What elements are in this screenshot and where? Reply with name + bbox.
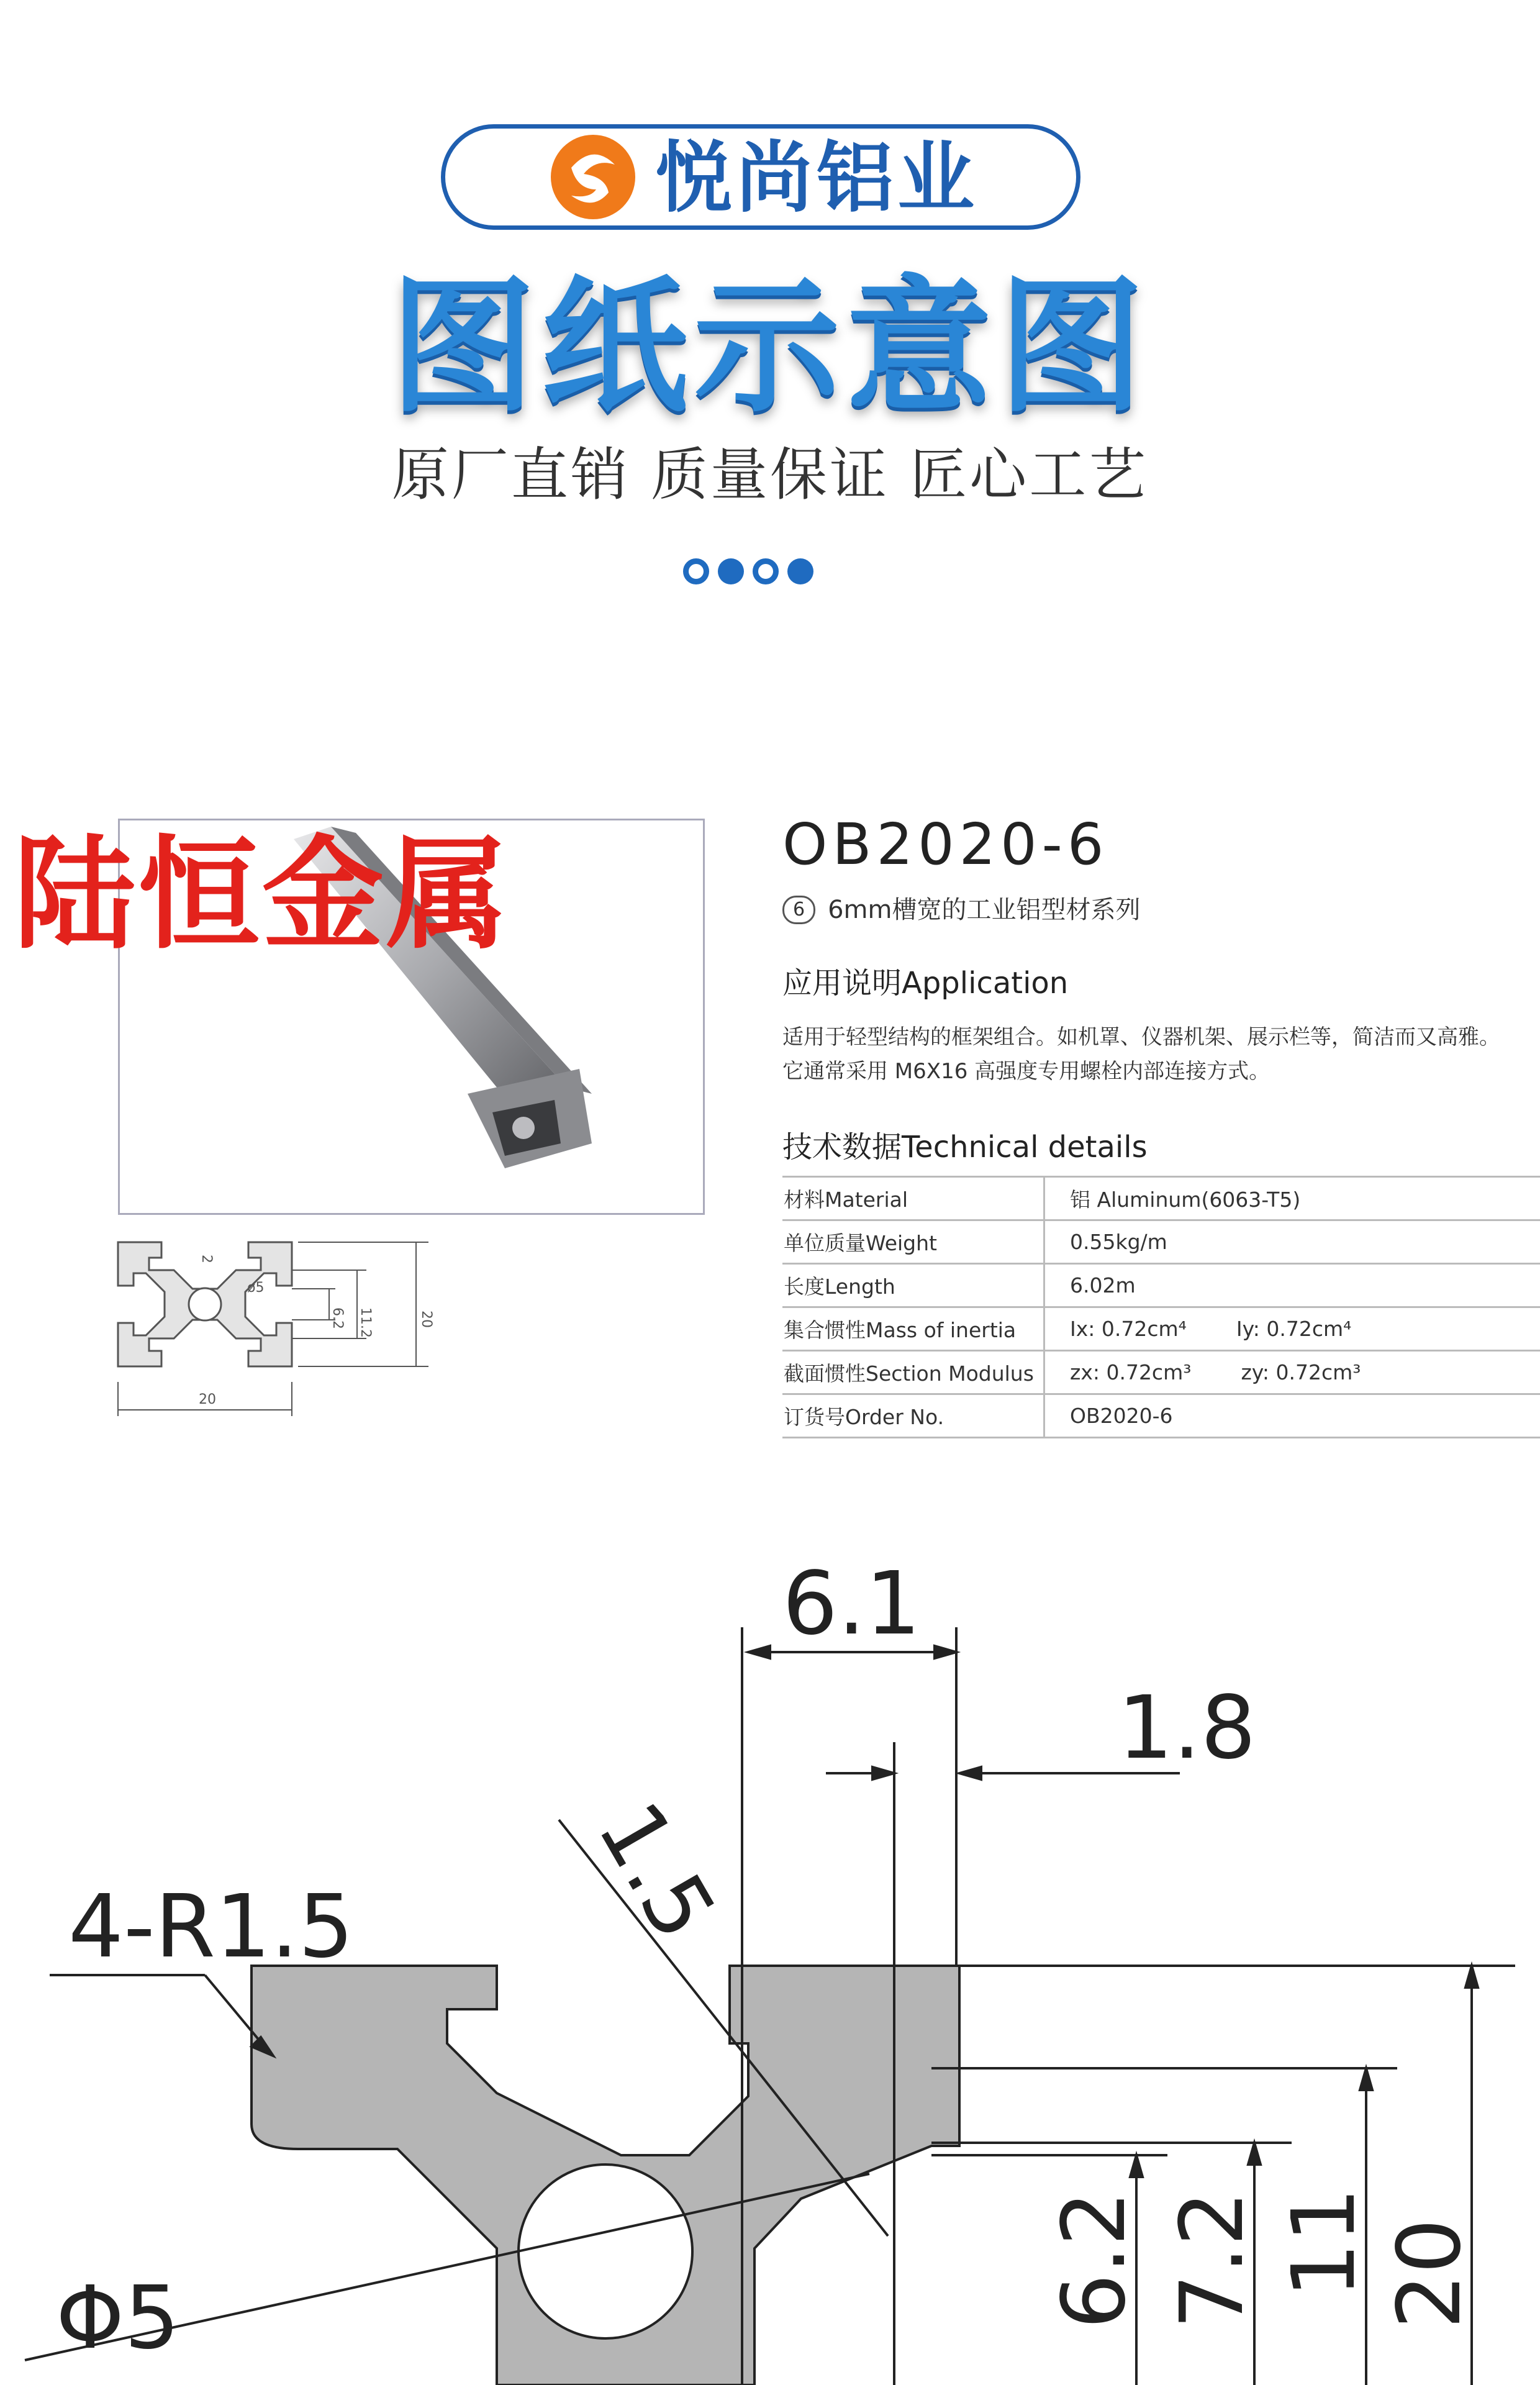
table-row xyxy=(782,1220,1540,1264)
dim-d3: 11 xyxy=(1274,2187,1375,2298)
spec-value-b: zy: 0.72cm³ xyxy=(1241,1360,1361,1384)
dot xyxy=(753,558,779,584)
dot xyxy=(787,558,813,584)
page-title: 图纸示意图 xyxy=(389,263,1151,432)
dim-width: 20 xyxy=(199,1392,216,1407)
swirl-logo-icon xyxy=(546,130,640,224)
spec-value-a: zx: 0.72cm³ xyxy=(1070,1360,1192,1384)
cross-section-drawing-large xyxy=(0,1528,1540,2385)
application-text: 适用于轻型结构的框架组合。如机罩、仪器机架、展示栏等，简洁而又高雅。 xyxy=(782,1025,1500,1050)
application-text: 它通常采用 M6X16 高强度专用螺栓内部连接方式。 xyxy=(782,1059,1270,1084)
dim-bore: ø5 xyxy=(247,1280,265,1296)
spec-key: 截面惯性Section Modulus xyxy=(782,1351,1044,1394)
spec-value: OB2020-6 xyxy=(1044,1394,1540,1438)
dot xyxy=(683,558,709,584)
spec-key: 长度Length xyxy=(782,1264,1044,1307)
watermark: 陆恒金属 xyxy=(14,823,511,966)
spec-value-a: Ix: 0.72cm⁴ xyxy=(1070,1317,1187,1341)
dim-d2: 11.2 xyxy=(358,1307,373,1338)
dim-bore: Φ5 xyxy=(56,2268,180,2369)
spec-table xyxy=(782,1176,1540,1438)
series-line xyxy=(782,891,1140,929)
dim-radius: 4-R1.5 xyxy=(68,1876,354,1978)
spec-value: 6.02m xyxy=(1044,1264,1540,1307)
spec-value xyxy=(1044,1351,1540,1394)
dim-d1: 6.2 xyxy=(1044,2191,1145,2329)
spec-key: 材料Material xyxy=(782,1177,1044,1220)
dim-d2: 7.2 xyxy=(1162,2191,1263,2329)
series-text: 6mm槽宽的工业铝型材系列 xyxy=(828,896,1141,924)
spec-key: 集合惯性Mass of inertia xyxy=(782,1307,1044,1351)
slogan: 原厂直销 质量保证 匠心工艺 xyxy=(391,442,1149,508)
spec-value xyxy=(1044,1307,1540,1351)
dim-top: 6.1 xyxy=(782,1553,921,1655)
dot xyxy=(718,558,744,584)
series-badge: 6 xyxy=(782,896,815,924)
application-heading: 应用说明Application xyxy=(782,966,1069,1001)
dim-slot: 2 xyxy=(199,1255,214,1263)
spec-value-b: Iy: 0.72cm⁴ xyxy=(1236,1317,1352,1341)
spec-key: 单位质量Weight xyxy=(782,1220,1044,1264)
technical-heading: 技术数据Technical details xyxy=(782,1130,1148,1165)
decorative-dots xyxy=(683,556,857,587)
dim-lip: 1.8 xyxy=(1118,1678,1256,1779)
table-row xyxy=(782,1351,1540,1394)
table-row xyxy=(782,1307,1540,1351)
dim-height: 20 xyxy=(419,1311,434,1328)
brand-name: 悦尚铝业 xyxy=(655,134,979,223)
table-row xyxy=(782,1264,1540,1307)
dim-d4: 20 xyxy=(1379,2218,1480,2329)
table-row xyxy=(782,1394,1540,1438)
table-row xyxy=(782,1177,1540,1220)
dim-angle: 1.5 xyxy=(578,1786,735,1956)
spec-value: 0.55kg/m xyxy=(1044,1220,1540,1264)
dim-d1: 6.2 xyxy=(330,1307,345,1329)
spec-value: 铝 Aluminum(6063-T5) xyxy=(1044,1177,1540,1220)
cross-section-drawing-small xyxy=(106,1230,453,1466)
model-number: OB2020-6 xyxy=(782,811,1109,878)
spec-key: 订货号Order No. xyxy=(782,1394,1044,1438)
